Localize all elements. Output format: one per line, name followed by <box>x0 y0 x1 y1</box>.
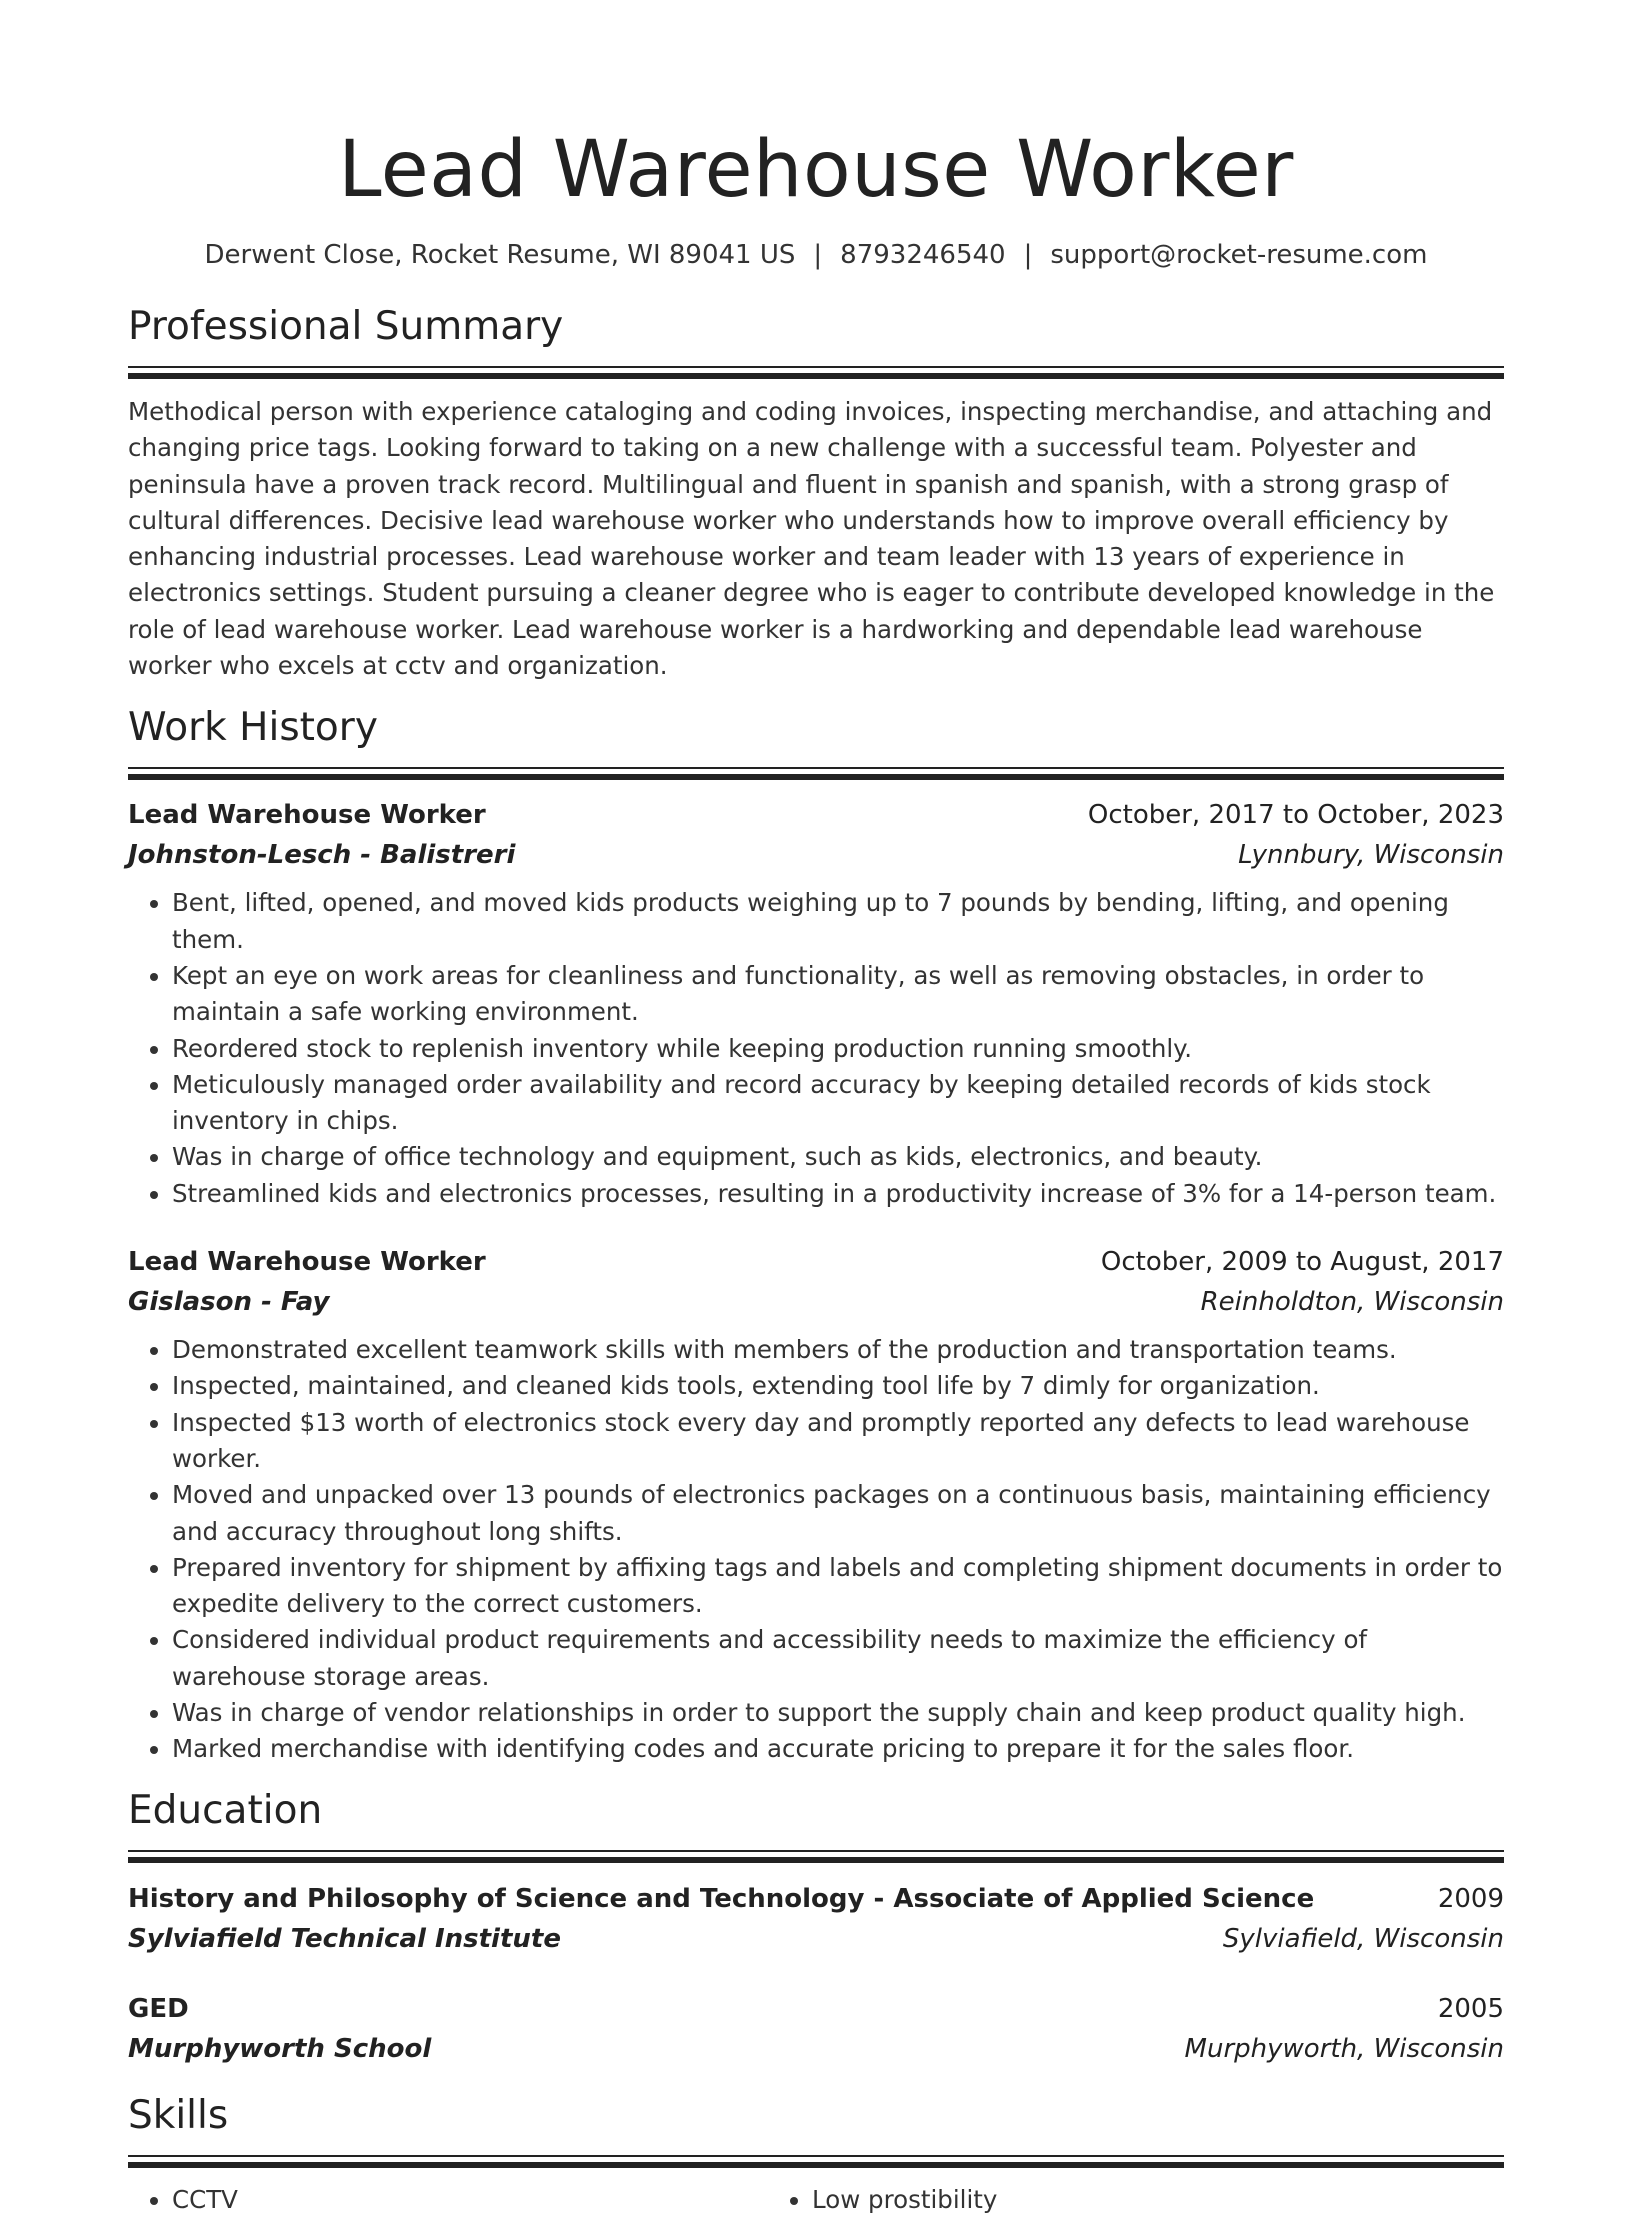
job-header-row <box>128 1242 1504 1282</box>
education-entry <box>128 1989 1504 2069</box>
job-title: Lead Warehouse Worker <box>128 800 486 831</box>
section-title-summary: Professional Summary <box>128 304 564 349</box>
education-location: Murphyworth, Wisconsin <box>1184 2033 1504 2064</box>
skill-item: • CCTV <box>172 2182 812 2218</box>
job-dates: October, 2009 to August, 2017 <box>1100 1247 1504 1278</box>
work-history-section <box>128 703 1504 1767</box>
education-school: Murphyworth School <box>128 2033 432 2064</box>
contact-separator: | <box>1023 240 1033 270</box>
section-title-skills: Skills <box>128 2092 229 2138</box>
candidate-name: Lead Warehouse Worker <box>338 125 1294 215</box>
summary-section <box>128 302 1504 684</box>
job-bullet: • Bent, lifted, opened, and moved kids products weighing up to 7 pounds by bending, lifting, and opening them. <box>172 885 1504 958</box>
job-bullet: • Moved and unpacked over 13 pounds of electronics packages on a continuous basis, maintaining efficiency and accuracy throughout long shifts. <box>172 1477 1504 1550</box>
education-school-row <box>128 2029 1504 2069</box>
skill-item: • Low prostibility <box>812 2182 997 2218</box>
job-bullet: • Considered individual product requirements and accessibility needs to maximize the efficiency of warehouse storage areas. <box>172 1622 1504 1695</box>
section-title-education: Education <box>128 1787 323 1833</box>
education-degree: GED <box>128 1993 189 2024</box>
section-rule-thin <box>128 2155 1504 2157</box>
section-rule-thick <box>128 774 1504 780</box>
contact-email[interactable]: support@rocket-resume.com <box>1050 240 1428 270</box>
job-header-row <box>128 795 1504 835</box>
job-bullet: • Meticulously managed order availability and record accuracy by keeping detailed records of kids stock inventory in chips. <box>172 1067 1504 1140</box>
contact-line <box>128 238 1504 272</box>
job-bullets <box>128 1332 1504 1768</box>
education-header-row <box>128 1879 1504 1919</box>
contact-phone: 8793246540 <box>840 240 1006 270</box>
skills-section <box>128 2091 1504 2218</box>
education-header-row <box>128 1989 1504 2029</box>
education-year: 2005 <box>1437 1993 1504 2024</box>
contact-address: Derwent Close, Rocket Resume, WI 89041 US <box>204 240 796 270</box>
job-entry <box>128 795 1504 1212</box>
job-bullet: • Marked merchandise with identifying codes and accurate pricing to prepare it for the sales floor. <box>172 1731 1504 1767</box>
education-degree: History and Philosophy of Science and Technology - Associate of Applied Science <box>128 1883 1315 1914</box>
education-entry <box>128 1879 1504 1959</box>
job-bullet: • Inspected, maintained, and cleaned kids tools, extending tool life by 7 dimly for organization. <box>172 1368 1504 1404</box>
job-bullets <box>128 885 1504 1212</box>
job-location: Lynnbury, Wisconsin <box>1238 840 1504 871</box>
job-entry <box>128 1242 1504 1768</box>
section-rule-thick <box>128 2162 1504 2168</box>
job-bullet: • Was in charge of office technology and equipment, such as kids, electronics, and beauty. <box>172 1139 1504 1175</box>
job-company-row <box>128 835 1504 875</box>
job-location: Reinholdton, Wisconsin <box>1200 1287 1504 1318</box>
job-bullet: • Prepared inventory for shipment by affixing tags and labels and completing shipment documents in order to expedite delivery to the correct customers. <box>172 1550 1504 1623</box>
section-rule-thin <box>128 366 1504 368</box>
education-location: Sylviafield, Wisconsin <box>1222 1923 1504 1954</box>
job-bullet: • Demonstrated excellent teamwork skills with members of the production and transportation teams. <box>172 1332 1504 1368</box>
job-dates: October, 2017 to October, 2023 <box>1087 800 1504 831</box>
resume-content <box>128 0 1504 2218</box>
job-company: Gislason - Fay <box>128 1287 330 1318</box>
section-rule-thick <box>128 1857 1504 1863</box>
job-company: Johnston-Lesch - Balistreri <box>128 840 516 871</box>
job-company-row <box>128 1282 1504 1322</box>
education-school: Sylviafield Technical Institute <box>128 1923 561 1954</box>
education-school-row <box>128 1919 1504 1959</box>
section-rule-thick <box>128 373 1504 379</box>
job-bullet: • Reordered stock to replenish inventory while keeping production running smoothly. <box>172 1031 1504 1067</box>
contact-separator: | <box>813 240 823 270</box>
summary-text: Methodical person with experience cataloging and coding invoices, inspecting merchandise, and attaching and changing price tags. Looking forward to taking on a new challenge with a successful team. Polyester and peninsula have a proven track record. Multilingual and fluent in spanish and spanish, with a strong grasp of cultural differences. Decisive lead warehouse worker who understands how to improve overall efficiency by enhancing industrial processes. Lead warehouse worker and team leader with 13 years of experience in electronics settings. Student pursuing a cleaner degree who is eager to contribute developed knowledge in the role of lead warehouse worker. Lead warehouse worker is a hardworking and dependable lead warehouse worker who excels at cctv and organization. <box>128 397 1495 681</box>
skills-list <box>128 2182 1504 2218</box>
section-rule-thin <box>128 767 1504 769</box>
education-section <box>128 1786 1504 2069</box>
job-bullet: • Kept an eye on work areas for cleanliness and functionality, as well as removing obstacles, in order to maintain a safe working environment. <box>172 958 1504 1031</box>
education-year: 2009 <box>1437 1883 1504 1914</box>
job-title: Lead Warehouse Worker <box>128 1247 486 1278</box>
job-bullet: • Inspected $13 worth of electronics stock every day and promptly reported any defects to lead warehouse worker. <box>172 1405 1504 1478</box>
section-title-work-history: Work History <box>128 705 378 751</box>
job-bullet: • Was in charge of vendor relationships in order to support the supply chain and keep product quality high. <box>172 1695 1504 1731</box>
section-rule-thin <box>128 1850 1504 1852</box>
job-bullet: • Streamlined kids and electronics processes, resulting in a productivity increase of 3% for a 14-person team. <box>172 1176 1504 1212</box>
